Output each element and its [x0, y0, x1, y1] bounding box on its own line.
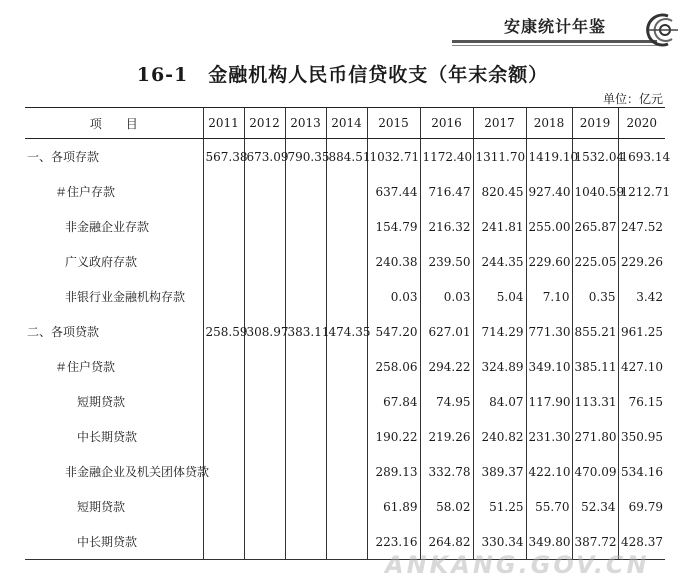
table-row — [25, 384, 665, 419]
table-cell: 7.10 — [526, 279, 572, 314]
table-cell: 627.01 — [420, 314, 473, 349]
yearbook-logo-icon — [638, 12, 682, 48]
table-header-row — [25, 108, 665, 139]
column-header-year: 2012 — [244, 108, 285, 139]
table-cell: 428.37 — [618, 524, 665, 560]
table-cell: 714.29 — [473, 314, 526, 349]
row-label: 广义政府存款 — [65, 255, 138, 269]
table-cell — [244, 349, 285, 384]
row-label: 非银行业金融机构存款 — [65, 290, 186, 304]
table-row — [25, 349, 665, 384]
table-cell: 69.79 — [618, 489, 665, 524]
table-cell — [203, 489, 244, 524]
table-cell — [285, 384, 326, 419]
table-cell — [244, 279, 285, 314]
table-cell: 76.15 — [618, 384, 665, 419]
table-cell: 58.02 — [420, 489, 473, 524]
table-cell: 247.52 — [618, 209, 665, 244]
table-row — [25, 209, 665, 244]
table-cell — [285, 279, 326, 314]
table-cell — [203, 209, 244, 244]
table-cell: 258.06 — [367, 349, 420, 384]
column-header-year: 2015 — [367, 108, 420, 139]
table-row — [25, 454, 665, 489]
row-label: 短期贷款 — [77, 500, 126, 514]
table-cell — [244, 209, 285, 244]
table-cell — [326, 244, 367, 279]
table-cell: 1419.10 — [526, 139, 572, 175]
column-header-year: 2013 — [285, 108, 326, 139]
table-cell: 324.89 — [473, 349, 526, 384]
table-cell — [203, 384, 244, 419]
table-cell: 74.95 — [420, 384, 473, 419]
table-cell: 229.60 — [526, 244, 572, 279]
table-cell: 427.10 — [618, 349, 665, 384]
table-cell — [203, 244, 244, 279]
table-cell — [203, 279, 244, 314]
unit-label: 单位：亿元 — [602, 92, 663, 106]
row-label: 中长期贷款 — [77, 430, 138, 444]
table-cell: 240.82 — [473, 419, 526, 454]
table-cell: 51.25 — [473, 489, 526, 524]
table-cell: 190.22 — [367, 419, 420, 454]
row-label: 非金融企业及机关团体贷款 — [65, 465, 210, 479]
table-row — [25, 419, 665, 454]
table-cell: 55.70 — [526, 489, 572, 524]
table-cell: 1032.71 — [367, 139, 420, 175]
table-cell: 332.78 — [420, 454, 473, 489]
column-header-year: 2014 — [326, 108, 367, 139]
table-cell: 387.72 — [572, 524, 618, 560]
column-header-year: 2018 — [526, 108, 572, 139]
table-cell: 547.20 — [367, 314, 420, 349]
credit-table — [25, 107, 671, 560]
row-label: ＃住户存款 — [55, 185, 116, 199]
table-cell: 349.80 — [526, 524, 572, 560]
table-cell: 239.50 — [420, 244, 473, 279]
table-cell — [244, 174, 285, 209]
table-cell: 673.09 — [244, 139, 285, 175]
row-label: 中长期贷款 — [25, 524, 203, 560]
watermark: ANKANG.GOV.CN — [385, 551, 650, 579]
table-cell — [326, 489, 367, 524]
column-header-item: 项 目 — [25, 108, 203, 139]
table-cell: 61.89 — [367, 489, 420, 524]
table-cell — [203, 524, 244, 560]
table-cell — [244, 384, 285, 419]
table-cell: 294.22 — [420, 349, 473, 384]
table-cell: 383.11 — [285, 314, 326, 349]
table-cell: 350.95 — [618, 419, 665, 454]
table-row — [25, 244, 665, 279]
table-cell: 1311.70 — [473, 139, 526, 175]
table-cell — [203, 419, 244, 454]
header-stripe-thin — [452, 45, 657, 46]
table-cell — [326, 524, 367, 560]
column-header-year: 2017 — [473, 108, 526, 139]
header-stripe — [452, 40, 657, 43]
table-cell: 264.82 — [420, 524, 473, 560]
table-cell: 1172.40 — [420, 139, 473, 175]
table-cell — [285, 454, 326, 489]
table-cell: 229.26 — [618, 244, 665, 279]
table-cell: 820.45 — [473, 174, 526, 209]
row-label: 非金融企业存款 — [65, 220, 150, 234]
table-cell: 534.16 — [618, 454, 665, 489]
table-cell — [244, 454, 285, 489]
table-cell: 637.44 — [367, 174, 420, 209]
table-cell — [203, 174, 244, 209]
table-cell: 385.11 — [572, 349, 618, 384]
table-cell: 219.26 — [420, 419, 473, 454]
table-cell: 567.38 — [203, 139, 244, 175]
table-cell: 927.40 — [526, 174, 572, 209]
page-title: 16-1 金融机构人民币信贷收支（年末余额） — [136, 64, 549, 86]
table-cell: 258.59 — [203, 314, 244, 349]
table-cell: 265.87 — [572, 209, 618, 244]
yearbook-title: 安康统计年鉴 — [504, 17, 607, 36]
table-cell: 5.04 — [473, 279, 526, 314]
table-cell: 117.90 — [526, 384, 572, 419]
table-cell: 422.10 — [526, 454, 572, 489]
table-cell — [285, 349, 326, 384]
table-cell — [244, 244, 285, 279]
table-cell: 3.42 — [618, 279, 665, 314]
table-cell — [285, 489, 326, 524]
table-cell: 216.32 — [420, 209, 473, 244]
table-cell: 1040.59 — [572, 174, 618, 209]
table-row — [25, 174, 665, 209]
table-cell: 154.79 — [367, 209, 420, 244]
table-cell: 231.30 — [526, 419, 572, 454]
row-label: 二、各项贷款 — [27, 325, 100, 339]
table-cell: 1532.04 — [572, 139, 618, 175]
table-cell: 240.38 — [367, 244, 420, 279]
table-cell: 0.03 — [367, 279, 420, 314]
table-cell: 1693.14 — [618, 139, 665, 175]
table-cell — [244, 489, 285, 524]
table-row — [25, 489, 665, 524]
table-cell — [244, 419, 285, 454]
table-row — [25, 139, 665, 175]
table-cell: 67.84 — [367, 384, 420, 419]
table-cell: 255.00 — [526, 209, 572, 244]
table-cell — [244, 524, 285, 560]
table-cell — [285, 209, 326, 244]
column-header-year: 2016 — [420, 108, 473, 139]
row-label: ＃住户贷款 — [55, 360, 116, 374]
table-cell: 271.80 — [572, 419, 618, 454]
table-cell — [285, 244, 326, 279]
table-cell: 1212.71 — [618, 174, 665, 209]
table-cell: 771.30 — [526, 314, 572, 349]
table-cell: 716.47 — [420, 174, 473, 209]
table-cell: 389.37 — [473, 454, 526, 489]
column-header-year: 2019 — [572, 108, 618, 139]
table-cell: 241.81 — [473, 209, 526, 244]
table-cell: 244.35 — [473, 244, 526, 279]
column-header-year: 2020 — [618, 108, 665, 139]
table-cell: 225.05 — [572, 244, 618, 279]
table-cell: 0.35 — [572, 279, 618, 314]
table-cell — [326, 349, 367, 384]
table-cell: 113.31 — [572, 384, 618, 419]
table-cell: 0.03 — [420, 279, 473, 314]
table-cell: 884.51 — [326, 139, 367, 175]
table-row — [25, 314, 665, 349]
row-label: 短期贷款 — [77, 395, 126, 409]
table-cell: 84.07 — [473, 384, 526, 419]
table-cell: 961.25 — [618, 314, 665, 349]
table-cell — [326, 384, 367, 419]
table-row — [25, 279, 665, 314]
table-cell: 223.16 — [367, 524, 420, 560]
table-cell: 289.13 — [367, 454, 420, 489]
table-cell: 855.21 — [572, 314, 618, 349]
table-cell: 330.34 — [473, 524, 526, 560]
table-cell — [326, 279, 367, 314]
table-cell — [285, 419, 326, 454]
table-cell — [326, 419, 367, 454]
table-cell: 470.09 — [572, 454, 618, 489]
column-header-year: 2011 — [203, 108, 244, 139]
table-body — [25, 139, 671, 560]
table-cell: 52.34 — [572, 489, 618, 524]
table-cell — [203, 349, 244, 384]
table-cell — [326, 454, 367, 489]
table-cell — [326, 209, 367, 244]
yearbook-header — [452, 12, 685, 48]
row-label: 一、各项存款 — [27, 150, 100, 164]
table-cell: 474.35 — [326, 314, 367, 349]
table-cell — [285, 524, 326, 560]
table-cell — [203, 454, 244, 489]
table-cell — [285, 174, 326, 209]
table-cell: 790.35 — [285, 139, 326, 175]
table-cell: 308.97 — [244, 314, 285, 349]
table-cell: 349.10 — [526, 349, 572, 384]
table-cell — [326, 174, 367, 209]
